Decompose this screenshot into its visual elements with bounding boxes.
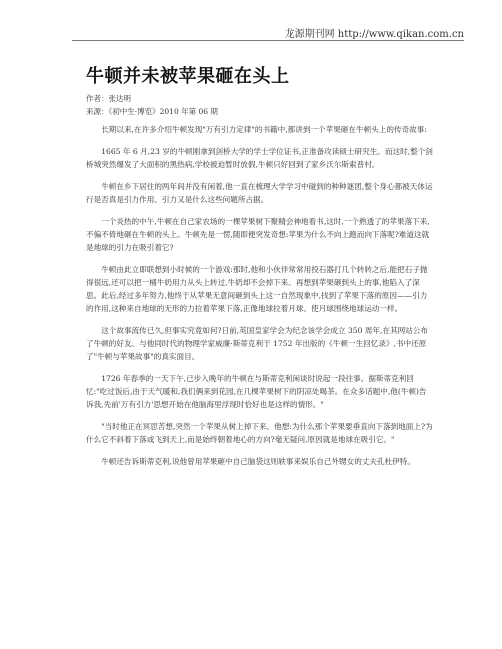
paragraph: 1665 年 6 月,23 岁的牛顿刚拿到剑桥大学的学士学位证书,正准备攻读硕士研究生。而这时,整个剑桥城突然爆发了大面积的黑热病,学校被迫暂时放假,牛顿只好回到了家乡沃尔斯索普村。 (86, 147, 433, 169)
site-header: 龙源期刊网 http://www.qikan.com.cn (284, 29, 464, 40)
paragraph: 牛顿还告诉斯蒂克利,说他曾用苹果砸中自己脑袋这则轶事来娱乐自己外甥女的丈夫孔杜伊特。 (101, 457, 415, 466)
header-rule (72, 40, 464, 41)
paragraph: 1726 年春季的一天下午,已步入晚年的牛顿在与斯蒂克利闲谈时说起一段往事。据斯蒂克利回忆:"吃过饭后,由于天气暖和,我们俩来到花园,在几棵苹果树下的阴凉处喝茶。在众多话题中,他(牛顿)告诉我,先前'万有引力'思想开始在他脑海里浮现时恰好也是这样的情形。" (86, 374, 427, 409)
article-body (86, 123, 434, 477)
paragraph: 一个炎热的中午,牛顿在自己家农场的一棵苹果树下聚精会神地看书,这时,一个熟透了的苹果落下来,不偏不倚地砸在牛顿的头上。牛顿先是一愣,随即便突发奇想:苹果为什么不向上跑而向下落呢?难道这就是地球的引力在吸引着它? (86, 217, 430, 252)
paragraph: 牛顿由此立即联想到小时候的一个游戏:那时,他和小伙伴常常用投石器打几个转转之后,能把石子抛得很远,还可以把一桶牛奶用力从头上转过,牛奶却不会掉下来。再想到苹果砸到头上的事,他陷入了深思。此后,经过多年努力,他终于从苹果无意间砸到头上这一自然现象中,找到了苹果下落的原因——引力的作用,这种来自地球的无形的力拉着苹果下落,正像地球拉着月球、使月球围绕地球运动一样。 (86, 265, 428, 313)
article-source: 来源：《初中生·博览》2010 年第 06 期 (86, 107, 218, 116)
paragraph: 长期以来,在许多介绍牛顿发现"万有引力定律"的书籍中,都讲到一个苹果砸在牛顿头上的传奇故事: (101, 125, 427, 134)
paragraph: 这个故事流传已久,但事实究竟如何?日前,英国皇家学会为纪念该学会成立 350 周年,在其网站公布了牛顿的好友、与他同时代的物理学家威廉·斯蒂克利于 1752 年出版的《牛顿一生回忆录》,书中还原了"牛顿与苹果故事"的真实面目。 (86, 326, 428, 361)
paragraph: "当时他正在冥思苦想,突然一个苹果从树上掉下来。他想:为什么那个苹果要垂直向下落到地面上?为什么它不斜着下落或飞到天上,而是始终朝着地心的方向?毫无疑问,原因就是地球在吸引它。" (86, 422, 433, 444)
article-title: 牛顿并未被苹果砸在头上 (86, 66, 290, 87)
paragraph: 牛顿在乡下居住的两年间并没有闲着,他一直在梳理大学学习中碰到的种种谜团,整个身心都被天体运行是否真是引力作用、引力又是什么这些问题所占据。 (86, 182, 433, 204)
article-author: 作者：张达明 (86, 94, 131, 103)
